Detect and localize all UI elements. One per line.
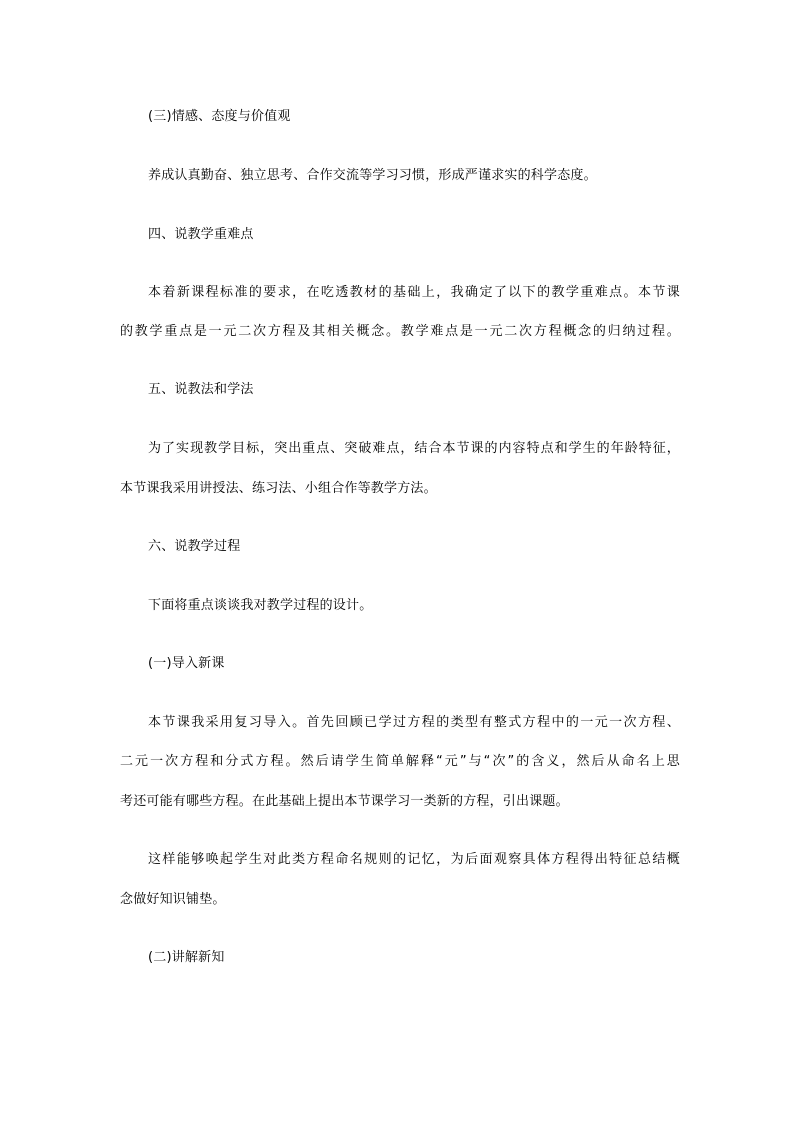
paragraph-keypoints-line-2: 的教学重点是一元二次方程及其相关概念。教学难点是一元二次方程概念的归纳过程。	[120, 324, 680, 339]
section-heading-methods: 五、说教法和学法	[148, 382, 254, 397]
paragraph-intro-line-1: 本节课我采用复习导入。首先回顾已学过方程的类型有整式方程中的一元一次方程、	[148, 715, 680, 730]
subsection-heading-intro: (一)导入新课	[148, 656, 225, 671]
section-heading-attitude: (三)情感、态度与价值观	[148, 109, 291, 124]
paragraph-methods-line-1: 为了实现教学目标，突出重点、突破难点，结合本节课的内容特点和学生的年龄特征，	[148, 441, 680, 456]
paragraph-intro-line-2: 二元一次方程和分式方程。然后请学生简单解释“元”与“次”的含义，然后从命名上思	[120, 754, 680, 769]
paragraph-purpose-line-2: 念做好知识铺垫。	[120, 892, 226, 907]
paragraph-keypoints-line-1: 本着新课程标准的要求，在吃透教材的基础上，我确定了以下的教学重难点。本节课	[148, 285, 680, 300]
paragraph-process: 下面将重点谈谈我对教学过程的设计。	[148, 598, 373, 613]
paragraph-methods-line-2: 本节课我采用讲授法、练习法、小组合作等教学方法。	[120, 481, 437, 496]
paragraph-purpose-line-1: 这样能够唤起学生对此类方程命名规则的记忆，为后面观察具体方程得出特征总结概	[148, 852, 680, 867]
subsection-heading-new-knowledge: (二)讲解新知	[148, 950, 225, 965]
paragraph-attitude: 养成认真勤奋、独立思考、合作交流等学习习惯，形成严谨求实的科学态度。	[148, 168, 597, 183]
section-heading-keypoints: 四、说教学重难点	[148, 227, 254, 242]
paragraph-intro-line-3: 考还可能有哪些方程。在此基础上提出本节课学习一类新的方程，引出课题。	[120, 794, 569, 809]
section-heading-process: 六、说教学过程	[148, 539, 241, 554]
